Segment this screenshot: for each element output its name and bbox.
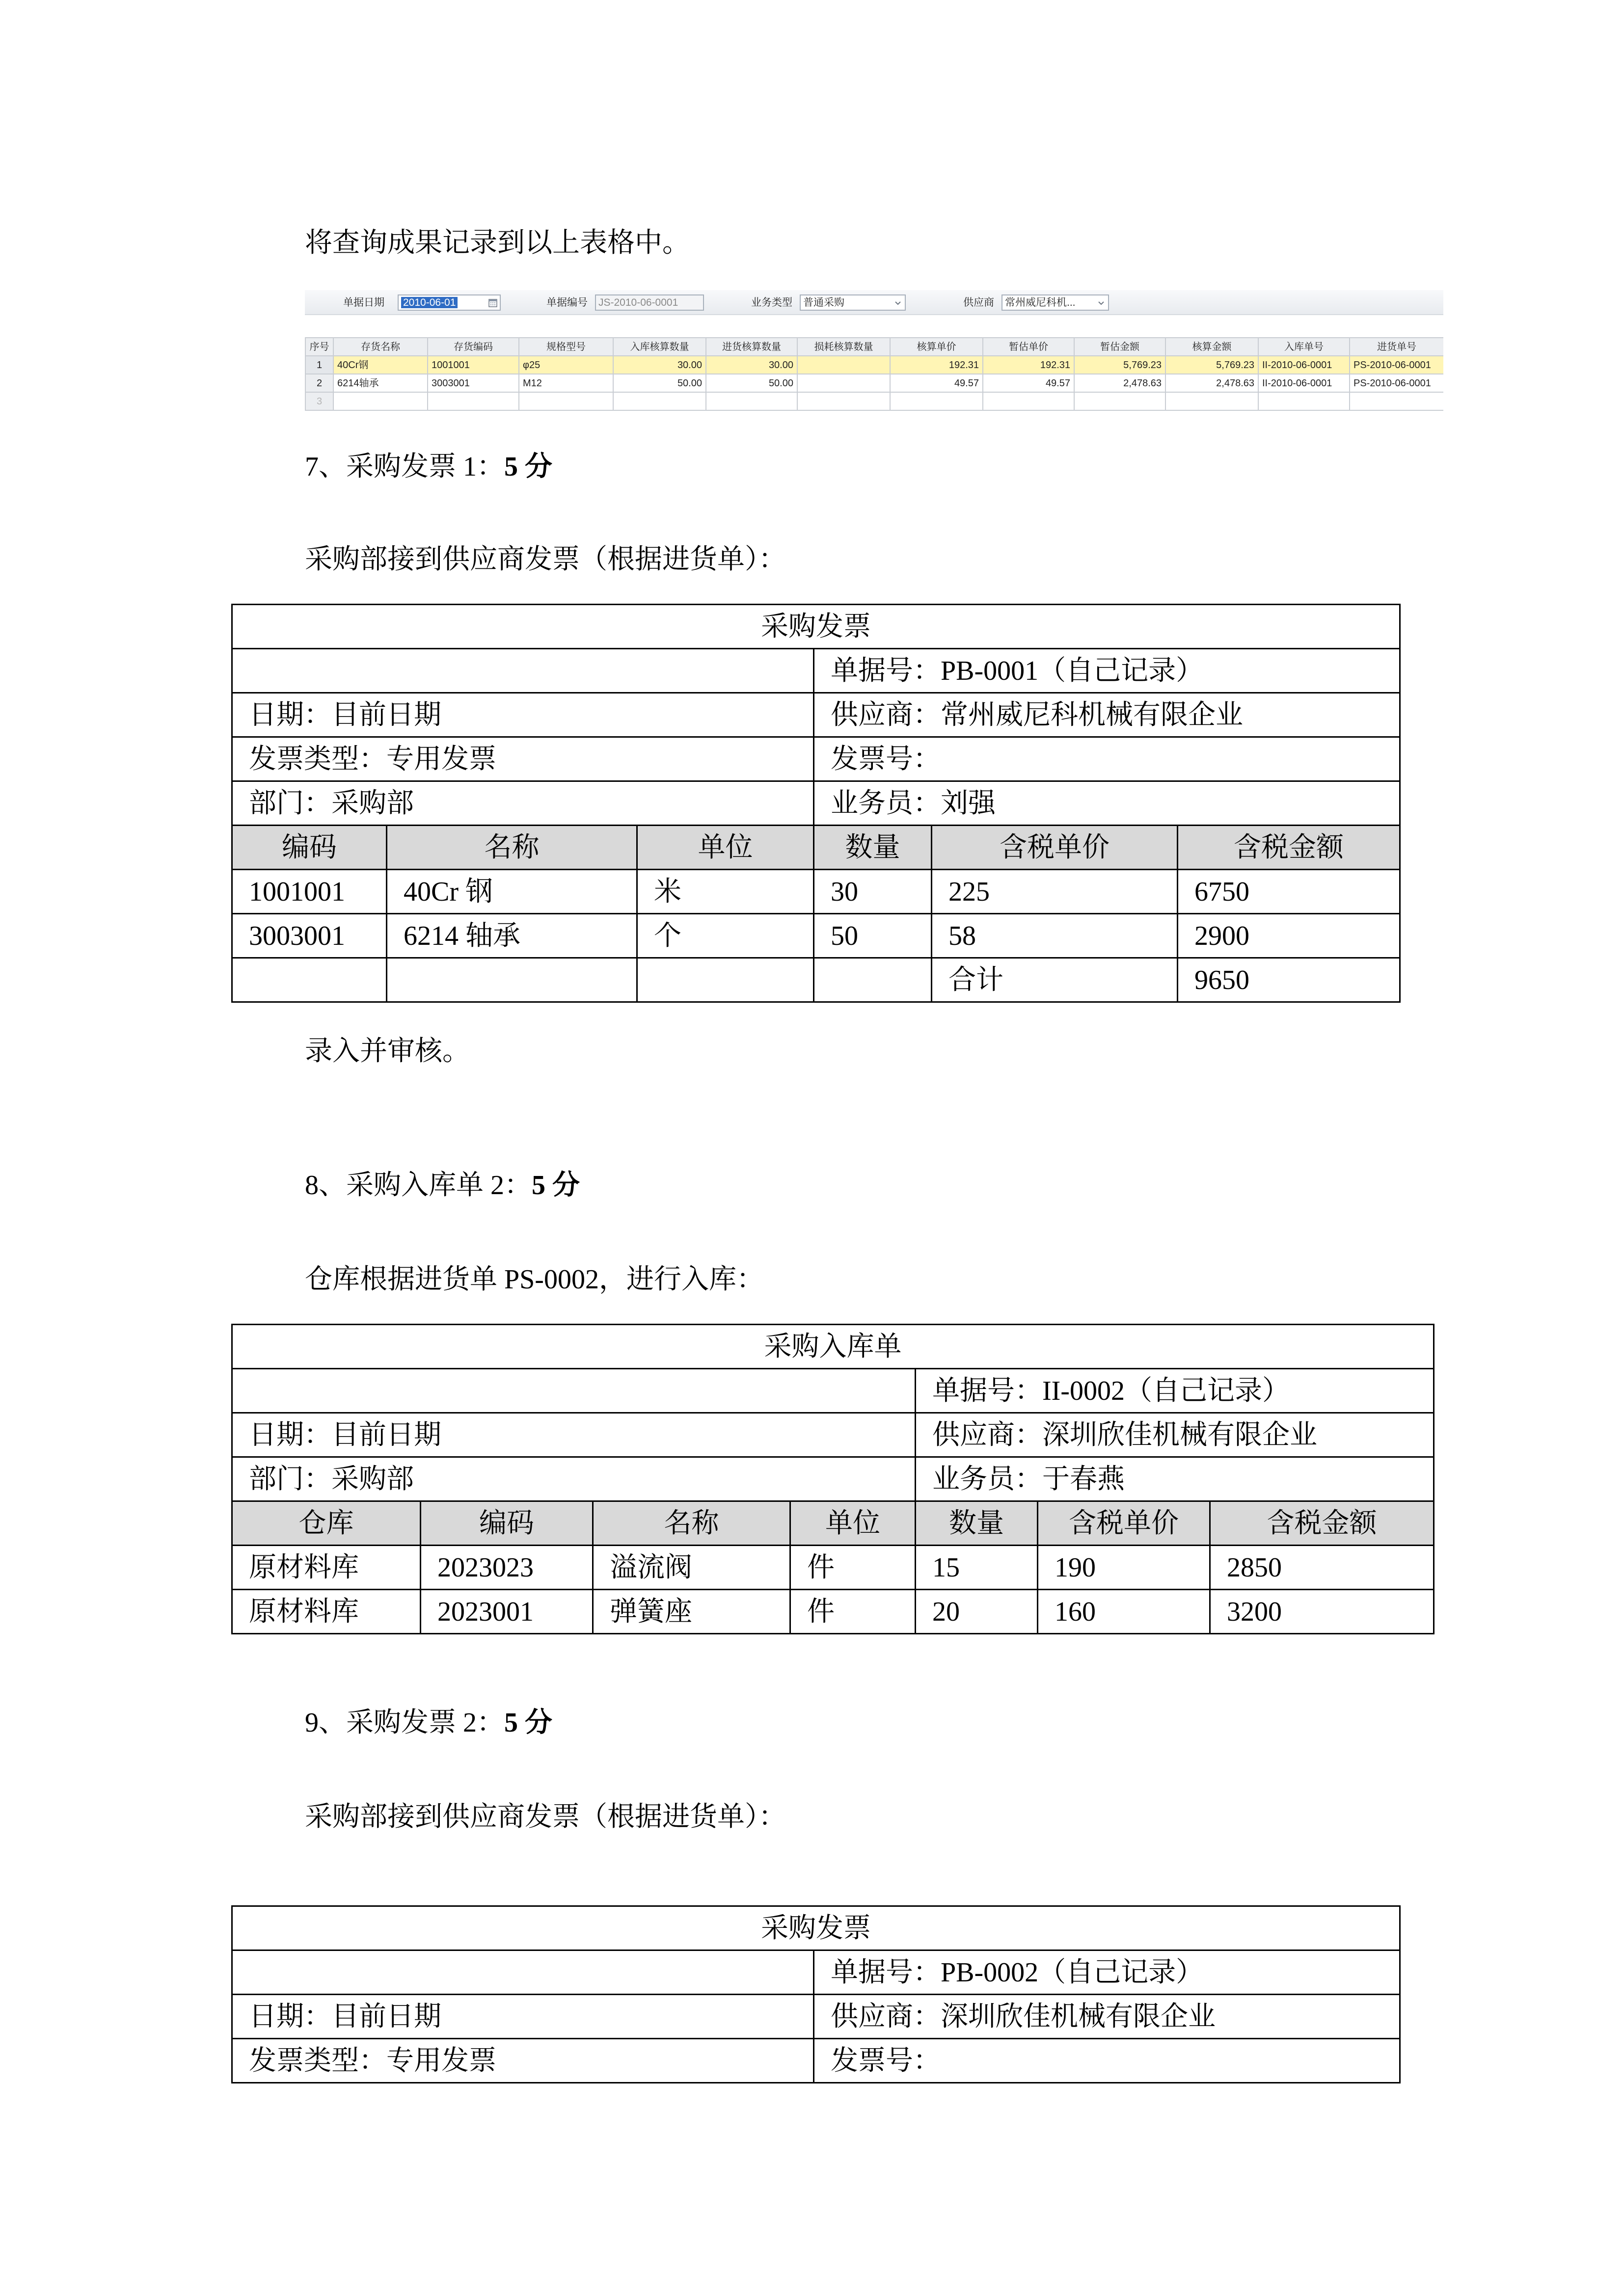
inventory-name-cell: 40Cr钢 [333,356,428,374]
warehouse-cell: 原材料库 [232,1590,421,1634]
date-field [232,1413,916,1457]
grid-row [305,374,1443,392]
doc-number-field [814,649,1400,693]
unit-cell: 件 [790,1590,916,1634]
business-type-value: 普通采购 [803,297,844,308]
column-header: 数量 [916,1501,1038,1546]
amount-cell: 2850 [1210,1546,1434,1590]
quantity-cell: 50 [814,914,932,958]
date-field [232,693,814,737]
name-cell: 溢流阀 [593,1546,790,1590]
field-label: 日期： [249,1419,331,1450]
estimated-amount-cell: 5,769.23 [1074,356,1165,374]
loss-qty-cell [797,356,890,374]
field-label: 单据号： [831,655,941,686]
loss-qty-cell [797,392,890,410]
quantity-cell: 30 [814,870,932,914]
chevron-down-icon [1097,298,1106,307]
table-row [232,1546,1434,1590]
purchase-number-cell: PS-2010-06-0001 [1350,356,1443,374]
inventory-name-cell: 6214轴承 [333,374,428,392]
warehouse-cell: 原材料库 [232,1546,421,1590]
purchase-invoice-table [231,604,1401,1003]
grid-header-row [305,338,1443,356]
column-header: 编码 [421,1501,593,1546]
section-heading [305,1705,552,1740]
grid-header-cell: 入库核算数量 [613,338,706,356]
estimated-amount-cell: 2,478.63 [1074,374,1165,392]
name-cell: 弹簧座 [593,1590,790,1634]
salesperson-field [916,1457,1434,1501]
supplier-field [814,1995,1400,2039]
code-cell: 2023001 [421,1590,593,1634]
invoice-type-field [232,2039,814,2083]
field-value: 刘强 [941,788,996,819]
date-input [398,294,501,311]
field-value: 常州威尼科机械有限企业 [941,699,1243,730]
invoice-type-field [232,737,814,781]
estimated-price-cell: 49.57 [983,374,1074,392]
unit-cost-cell: 49.57 [890,374,983,392]
column-header: 单位 [637,826,814,870]
purchase-receipt-table [231,1324,1435,1634]
grid-header-cell: 损耗核算数量 [797,338,890,356]
field-value: 于春燕 [1042,1464,1125,1495]
unit-cost-cell [890,392,983,410]
grid-header-cell: 存货编码 [428,338,519,356]
name-cell: 6214 轴承 [387,914,637,958]
invoice-number-field [814,737,1400,781]
blank-cell [387,958,637,1002]
unit-price-cell: 58 [932,914,1178,958]
inbound-qty-cell [613,392,706,410]
amount-cell: 6750 [1178,870,1400,914]
purchase-qty-cell [706,392,797,410]
field-label: 部门： [249,788,331,819]
code-cell: 1001001 [232,870,387,914]
quantity-cell: 20 [916,1590,1038,1634]
chevron-down-icon [893,298,902,307]
field-value: 深圳欣佳机械有限企业 [941,2001,1216,2032]
grid-header-cell: 存货名称 [333,338,428,356]
quantity-cell: 15 [916,1546,1038,1590]
blank-cell [232,958,387,1002]
column-header: 仓库 [232,1501,421,1546]
field-value: II-0002（自己记录） [1042,1375,1290,1406]
table-title: 采购发票 [232,1906,1400,1950]
unit-cell: 米 [637,870,814,914]
business-type-select [800,294,906,311]
purchase-number-cell: PS-2010-06-0001 [1350,374,1443,392]
unit-cell: 个 [637,914,814,958]
column-header: 含税金额 [1178,826,1400,870]
field-label: 供应商： [831,2001,941,2032]
field-label: 供应商： [831,699,941,730]
receipt-number-cell: II-2010-06-0001 [1258,374,1350,392]
code-cell: 2023023 [421,1546,593,1590]
blank-cell [814,958,932,1002]
intro-text: 将查询成果记录到以上表格中。 [305,228,690,258]
doc-number-label: 单据编号 [546,297,588,308]
instruction-text: 采购部接到供应商发票（根据进货单）： [305,544,786,575]
field-value: 目前日期 [331,1419,441,1450]
grid-header-cell: 序号 [305,338,333,356]
supplier-value: 常州威尼科机... [1005,297,1076,308]
heading-text: 9、采购发票 2： [305,1708,504,1738]
estimated-price-cell [983,392,1074,410]
purchase-number-cell [1350,392,1443,410]
purchase-invoice-table-2 [231,1905,1401,2083]
field-value: 专用发票 [386,744,496,774]
department-field [232,1457,916,1501]
field-label: 部门： [249,1464,331,1495]
grid-header-cell: 进货单号 [1350,338,1443,356]
table-header-row [232,1501,1434,1546]
field-label: 单据号： [932,1375,1042,1406]
field-label: 日期： [249,699,331,730]
settlement-grid [305,337,1443,411]
field-value: 深圳欣佳机械有限企业 [1042,1419,1317,1450]
grid-header-cell: 核算金额 [1165,338,1258,356]
instruction-text: 仓库根据进货单 PS-0002，进行入库： [305,1264,764,1295]
field-label: 发票类型： [249,744,386,774]
heading-text: 8、采购入库单 2： [305,1170,532,1201]
date-field [232,1995,814,2039]
amount-cell: 3200 [1210,1590,1434,1634]
section-heading [305,1168,580,1203]
column-header: 名称 [593,1501,790,1546]
field-label: 发票号： [831,2045,941,2076]
doc-number-field [916,1369,1434,1413]
field-value: PB-0001（自己记录） [941,655,1204,686]
unit-price-cell: 190 [1038,1546,1210,1590]
unit-cell: 件 [790,1546,916,1590]
loss-qty-cell [797,374,890,392]
table-header-row [232,826,1400,870]
field-value: 专用发票 [386,2045,496,2076]
grid-header-cell: 暂估单价 [983,338,1074,356]
table-title: 采购入库单 [232,1325,1434,1369]
field-label: 业务员： [831,788,941,819]
supplier-field [814,693,1400,737]
doc-number-input [595,294,704,311]
blank-cell [232,649,814,693]
field-label: 日期： [249,2001,331,2032]
settlement-screenshot [305,290,1443,415]
inventory-name-cell [333,392,428,410]
column-header: 单位 [790,1501,916,1546]
calendar-icon [488,298,497,307]
total-label: 合计 [932,958,1178,1002]
table-row [232,914,1400,958]
field-value: 采购部 [331,1464,414,1495]
unit-price-cell: 225 [932,870,1178,914]
column-header: 数量 [814,826,932,870]
grid-header-cell: 入库单号 [1258,338,1350,356]
inbound-qty-cell: 30.00 [613,356,706,374]
field-label: 业务员： [932,1464,1042,1495]
column-header: 含税单价 [932,826,1178,870]
inventory-code-cell: 3003001 [428,374,519,392]
heading-score: 5 分 [504,452,552,482]
invoice-number-field [814,2039,1400,2083]
field-label: 供应商： [932,1419,1042,1450]
note-text: 录入并审核。 [305,1036,470,1067]
cost-amount-cell [1165,392,1258,410]
row-number: 1 [305,356,333,374]
section-heading [305,449,552,484]
amount-cell: 2900 [1178,914,1400,958]
receipt-number-cell [1258,392,1350,410]
table-title: 采购发票 [232,605,1400,649]
estimated-price-cell: 192.31 [983,356,1074,374]
grid-header-cell: 进货核算数量 [706,338,797,356]
field-value: 目前日期 [331,2001,441,2032]
column-header: 含税单价 [1038,1501,1210,1546]
spec-cell [519,392,613,410]
code-cell: 3003001 [232,914,387,958]
supplier-field [916,1413,1434,1457]
field-label: 发票号： [831,744,941,774]
purchase-qty-cell: 50.00 [706,374,797,392]
grid-header-cell: 核算单价 [890,338,983,356]
date-value: 2010-06-01 [401,297,458,308]
date-label: 单据日期 [343,297,384,308]
inbound-qty-cell: 50.00 [613,374,706,392]
total-value: 9650 [1178,958,1400,1002]
purchase-qty-cell: 30.00 [706,356,797,374]
blank-cell [637,958,814,1002]
heading-score: 5 分 [532,1170,580,1201]
cost-amount-cell: 2,478.63 [1165,374,1258,392]
blank-cell [232,1369,916,1413]
row-number: 2 [305,374,333,392]
field-label: 发票类型： [249,2045,386,2076]
grid-row [305,392,1443,410]
grid-header-cell: 暂估金额 [1074,338,1165,356]
cost-amount-cell: 5,769.23 [1165,356,1258,374]
unit-price-cell: 160 [1038,1590,1210,1634]
grid-header-cell: 规格型号 [519,338,613,356]
table-row [232,870,1400,914]
total-row [232,958,1400,1002]
business-type-label: 业务类型 [751,297,792,308]
salesperson-field [814,781,1400,826]
name-cell: 40Cr 钢 [387,870,637,914]
estimated-amount-cell [1074,392,1165,410]
field-label: 单据号： [831,1957,941,1988]
inventory-code-cell: 1001001 [428,356,519,374]
instruction-text: 采购部接到供应商发票（根据进货单）： [305,1802,786,1832]
row-number: 3 [305,392,333,410]
table-row [232,1590,1434,1634]
supplier-select [1001,294,1109,311]
heading-text: 7、采购发票 1： [305,452,504,482]
blank-cell [232,1950,814,1995]
column-header: 含税金额 [1210,1501,1434,1546]
doc-number-value: JS-2010-06-0001 [598,297,678,308]
department-field [232,781,814,826]
inventory-code-cell [428,392,519,410]
field-value: PB-0002（自己记录） [941,1957,1204,1988]
spec-cell: M12 [519,374,613,392]
heading-score: 5 分 [504,1708,552,1738]
column-header: 名称 [387,826,637,870]
unit-cost-cell: 192.31 [890,356,983,374]
field-value: 目前日期 [331,699,441,730]
grid-row [305,356,1443,374]
receipt-number-cell: II-2010-06-0001 [1258,356,1350,374]
doc-number-field [814,1950,1400,1995]
field-value: 采购部 [331,788,414,819]
supplier-label: 供应商 [963,297,994,308]
column-header: 编码 [232,826,387,870]
spec-cell: φ25 [519,356,613,374]
